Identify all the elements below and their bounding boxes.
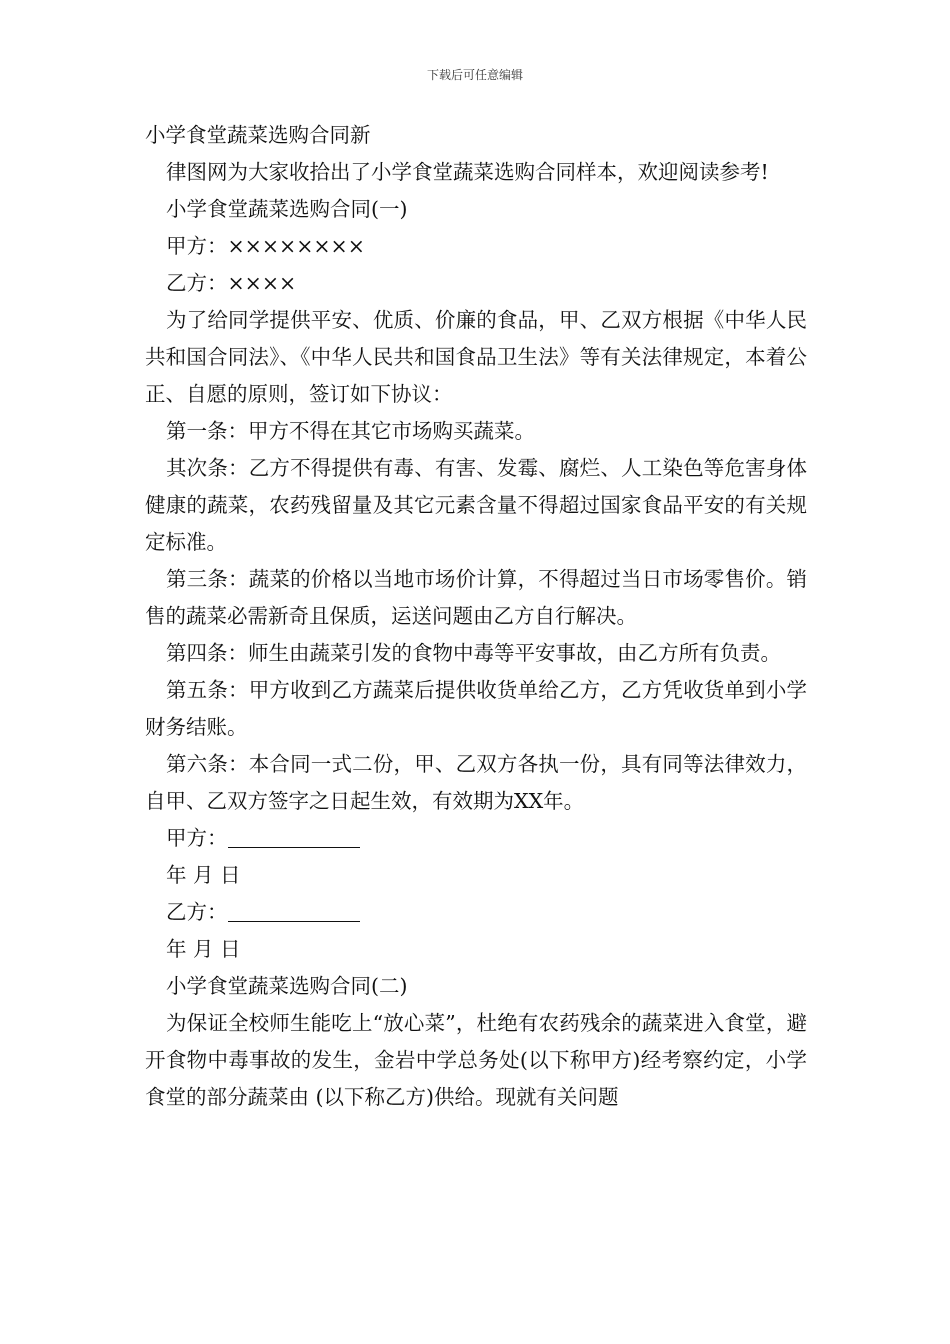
article-2: 其次条：乙方不得提供有毒、有害、发霉、腐烂、人工染色等危害身体健康的蔬菜，农药残留量及其它元素含量不得超过国家食品平安的有关规定标准。 — [145, 456, 807, 554]
party-a-line: 甲方：×××××××× — [166, 234, 365, 258]
party-b-line: 乙方：×××× — [166, 271, 297, 295]
signature-label-party-a: 甲方： — [166, 826, 228, 850]
signature-label-party-b: 乙方： — [166, 900, 228, 924]
article-1: 第一条：甲方不得在其它市场购买蔬菜。 — [166, 419, 535, 443]
document-body — [145, 117, 807, 1116]
article-5: 第五条：甲方收到乙方蔬菜后提供收货单给乙方，乙方凭收货单到小学财务结账。 — [145, 678, 807, 739]
article-4: 第四条：师生由蔬菜引发的食物中毒等平安事故，由乙方所有负责。 — [166, 641, 781, 665]
article-6: 第六条：本合同一式二份，甲、乙双方各执一份，具有同等法律效力，自甲、乙双方签字之日起生效，有效期为XX年。 — [145, 752, 807, 813]
document-title: 小学食堂蔬菜选购合同新 — [145, 123, 371, 147]
page-header-note: 下载后可任意编辑 — [426, 68, 523, 82]
date-line-party-b: 年 月 日 — [166, 937, 241, 961]
section-2-heading: 小学食堂蔬菜选购合同(二) — [166, 974, 408, 998]
section-1-heading: 小学食堂蔬菜选购合同(一) — [166, 197, 408, 221]
signature-blank-party-b — [228, 899, 360, 922]
signature-line-party-b — [145, 894, 807, 931]
preamble-paragraph: 为了给同学提供平安、优质、价廉的食品，甲、乙双方根据《中华人民共和国合同法》、《中华人民共和国食品卫生法》等有关法律规定，本着公正、自愿的原则，签订如下协议： — [145, 308, 807, 406]
signature-line-party-a — [145, 820, 807, 857]
section-2-preamble: 为保证全校师生能吃上“放心菜”，杜绝有农药残余的蔬菜进入食堂，避开食物中毒事故的发生，金岩中学总务处(以下称甲方)经考察约定，小学食堂的部分蔬菜由 (以下称乙方)供给。现就有关问题 — [145, 1011, 807, 1109]
article-3: 第三条：蔬菜的价格以当地市场价计算，不得超过当日市场零售价。销售的蔬菜必需新奇且保质，运送问题由乙方自行解决。 — [145, 567, 807, 628]
date-line-party-a: 年 月 日 — [166, 863, 241, 887]
signature-blank-party-a — [228, 825, 360, 848]
intro-paragraph: 律图网为大家收拾出了小学食堂蔬菜选购合同样本，欢迎阅读参考! — [166, 160, 769, 184]
